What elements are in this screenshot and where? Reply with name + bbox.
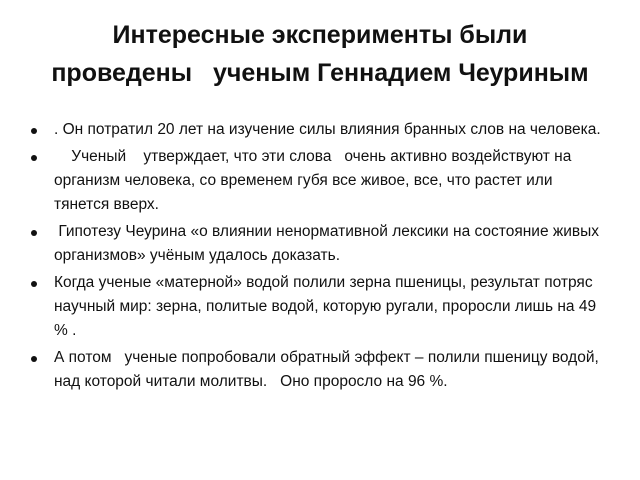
bullet-dot-icon xyxy=(31,281,37,287)
bullet-item xyxy=(30,346,605,394)
bullet-list xyxy=(30,118,605,397)
slide-title-line-2: проведены ученым Геннадием Чеуриным xyxy=(51,59,589,87)
bullet-text: А потом ученые попробовали обратный эффект – полили пшеницу водой, над которой читали молитвы. Оно проросло на 96 %. xyxy=(54,349,604,390)
slide-title xyxy=(20,16,620,92)
bullet-item xyxy=(30,118,605,142)
bullet-item xyxy=(30,145,605,217)
bullet-item xyxy=(30,220,605,268)
bullet-text: Гипотезу Чеурина «о влиянии ненормативной лексики на состояние живых организмов» учёным удалось доказать. xyxy=(54,223,604,264)
bullet-dot-icon xyxy=(31,155,37,161)
bullet-dot-icon xyxy=(31,230,37,236)
bullet-text: . Он потратил 20 лет на изучение силы влияния бранных слов на человека. xyxy=(54,121,601,138)
slide-title-line-1: Интересные эксперименты были xyxy=(112,21,528,49)
bullet-item xyxy=(30,271,605,343)
bullet-dot-icon xyxy=(31,356,37,362)
bullet-text: Когда ученые «матерной» водой полили зерна пшеницы, результат потряс научный мир: зерна, политые водой, которую ругали, проросли лишь на 49 % . xyxy=(54,274,601,339)
bullet-dot-icon xyxy=(31,128,37,134)
bullet-text: Ученый утверждает, что эти слова очень активно воздействуют на организм человека, со временем губя все живое, все, что растет или тянется вверх. xyxy=(54,148,576,213)
